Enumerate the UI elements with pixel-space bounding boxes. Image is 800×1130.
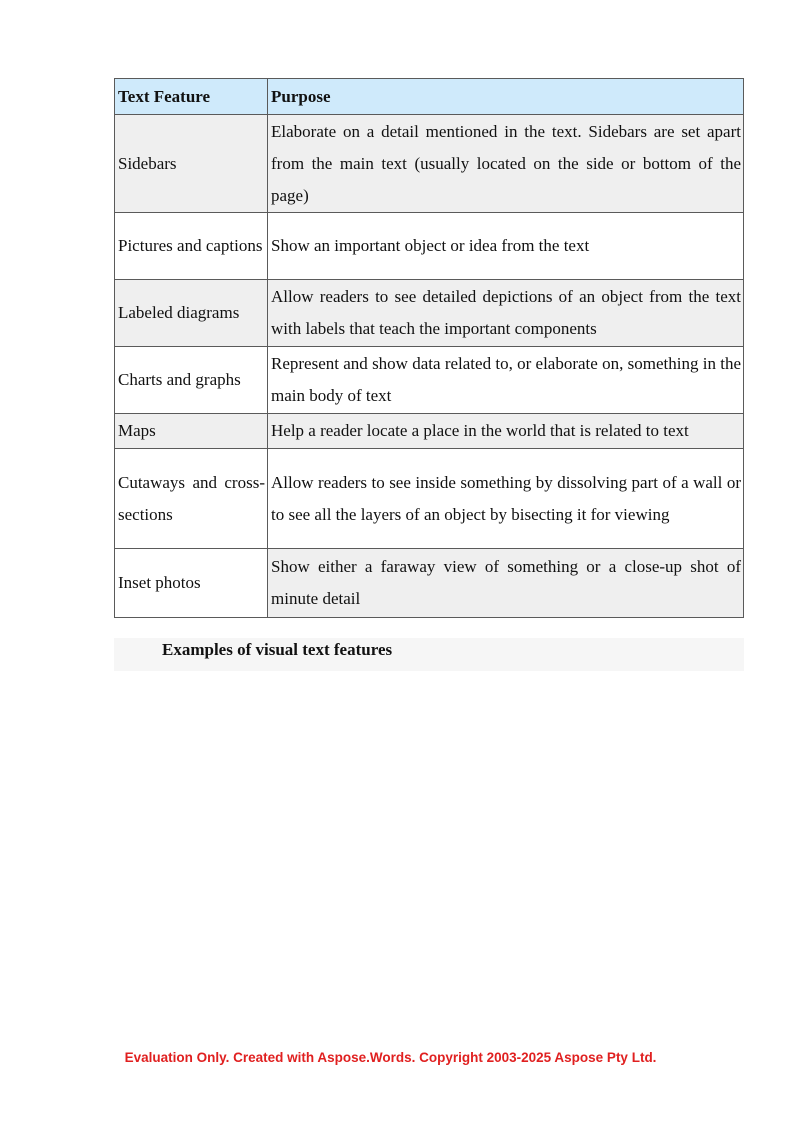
table-row	[115, 115, 744, 213]
table-row	[115, 414, 744, 449]
header-text-feature: Text Feature	[115, 79, 268, 115]
feature-cell: Cutaways and cross-sections	[115, 449, 268, 549]
text-features-table	[114, 78, 744, 618]
table-caption-bar	[114, 638, 744, 671]
header-purpose: Purpose	[268, 79, 744, 115]
feature-cell: Pictures and captions	[115, 213, 268, 280]
purpose-cell: Allow readers to see inside something by dissolving part of a wall or to see all the layers of an object by bisecting it for viewing	[268, 449, 744, 549]
table-row	[115, 280, 744, 347]
table-header-row	[115, 79, 744, 115]
table-row	[115, 449, 744, 549]
feature-cell: Maps	[115, 414, 268, 449]
purpose-cell: Show either a faraway view of something or a close-up shot of minute detail	[268, 549, 744, 618]
purpose-cell: Represent and show data related to, or elaborate on, something in the main body of text	[268, 347, 744, 414]
purpose-cell: Show an important object or idea from the text	[268, 213, 744, 280]
feature-cell: Labeled diagrams	[115, 280, 268, 347]
evaluation-footer: Evaluation Only. Created with Aspose.Words. Copyright 2003-2025 Aspose Pty Ltd.	[124, 1050, 657, 1065]
feature-cell: Charts and graphs	[115, 347, 268, 414]
purpose-cell: Elaborate on a detail mentioned in the text. Sidebars are set apart from the main text (usually located on the side or bottom of the page)	[268, 115, 744, 213]
purpose-cell: Help a reader locate a place in the world that is related to text	[268, 414, 744, 449]
table-row	[115, 347, 744, 414]
table-caption: Examples of visual text features	[162, 640, 393, 659]
table-row	[115, 213, 744, 280]
feature-cell: Sidebars	[115, 115, 268, 213]
feature-cell: Inset photos	[115, 549, 268, 618]
purpose-cell: Allow readers to see detailed depictions of an object from the text with labels that teach the important components	[268, 280, 744, 347]
table-row	[115, 549, 744, 618]
